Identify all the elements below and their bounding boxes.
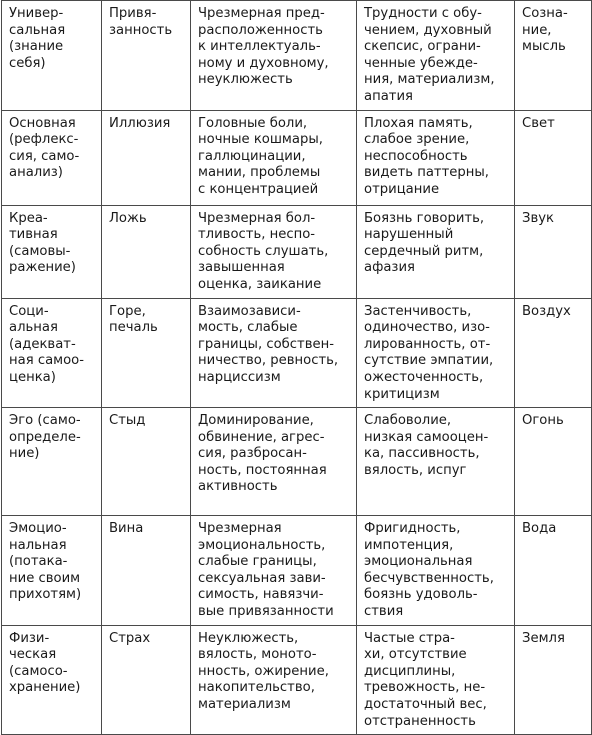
cell-demon: Горе, печаль: [102, 298, 191, 408]
cell-demon: Вина: [102, 516, 191, 626]
cell-chakra-name: Физи- ческая (самосо- хранение): [2, 625, 102, 735]
cell-excess: Чрезмерная эмоциональность, слабые границы, сексуальная зави- симость, навязчи- вые привязанности: [191, 516, 357, 626]
table-row: [2, 110, 592, 205]
table-row: [2, 408, 592, 516]
cell-excess: Доминирование, обвинение, агрес- сия, разбросан- ность, постоянная активность: [191, 408, 357, 516]
cell-chakra-name: Эго (само- определе- ние): [2, 408, 102, 516]
cell-element: Звук: [515, 205, 592, 298]
cell-element: Воздух: [515, 298, 592, 408]
cell-deficiency: Трудности с обу- чением, духовный скепсис, ограни- ченные убежде- ния, материализм, апатия: [357, 1, 515, 111]
cell-element: Земля: [515, 625, 592, 735]
cell-chakra-name: Креа- тивная (самовы- ражение): [2, 205, 102, 298]
chakra-table: [1, 0, 592, 735]
cell-deficiency: Боязнь говорить, нарушенный сердечный ритм, афазия: [357, 205, 515, 298]
table-row: [2, 625, 592, 735]
cell-chakra-name: Соци- альная (адекват- ная самоо- ценка): [2, 298, 102, 408]
cell-deficiency: Слабоволие, низкая самооцен- ка, пассивность, вялость, испуг: [357, 408, 515, 516]
cell-chakra-name: Эмоцио- нальная (потака- ние своим прихотям): [2, 516, 102, 626]
cell-demon: Иллюзия: [102, 110, 191, 205]
cell-deficiency: Застенчивость, одиночество, изо- лированность, от- сутствие эмпатии, ожесточенность, критицизм: [357, 298, 515, 408]
cell-excess: Взаимозависи- мость, слабые границы, собствен- ничество, ревность, нарциссизм: [191, 298, 357, 408]
cell-demon: Страх: [102, 625, 191, 735]
cell-chakra-name: Универ- сальная (знание себя): [2, 1, 102, 111]
table-row: [2, 516, 592, 626]
cell-demon: Стыд: [102, 408, 191, 516]
cell-element: Созна- ние, мысль: [515, 1, 592, 111]
table-row: [2, 205, 592, 298]
cell-excess: Чрезмерная бол- тливость, неспо- собность слушать, завышенная оценка, заикание: [191, 205, 357, 298]
cell-excess: Чрезмерная пред- расположенность к интеллектуаль- ному и духовному, неуклюжесть: [191, 1, 357, 111]
cell-demon: Ложь: [102, 205, 191, 298]
cell-element: Свет: [515, 110, 592, 205]
cell-deficiency: Фригидность, импотенция, эмоциональная бесчувственность, боязнь удоволь- ствия: [357, 516, 515, 626]
cell-element: Огонь: [515, 408, 592, 516]
table-row: [2, 1, 592, 111]
cell-excess: Неуклюжесть, вялость, моното- нность, ожирение, накопительство, материализм: [191, 625, 357, 735]
cell-excess: Головные боли, ночные кошмары, галлюцинации, мании, проблемы с концентрацией: [191, 110, 357, 205]
cell-deficiency: Частые стра- хи, отсутствие дисциплины, тревожность, не- достаточный вес, отстраненность: [357, 625, 515, 735]
table-row: [2, 298, 592, 408]
cell-deficiency: Плохая память, слабое зрение, неспособность видеть паттерны, отрицание: [357, 110, 515, 205]
cell-element: Вода: [515, 516, 592, 626]
cell-demon: Привя- занность: [102, 1, 191, 111]
cell-chakra-name: Основная (рефлекс- сия, само- анализ): [2, 110, 102, 205]
